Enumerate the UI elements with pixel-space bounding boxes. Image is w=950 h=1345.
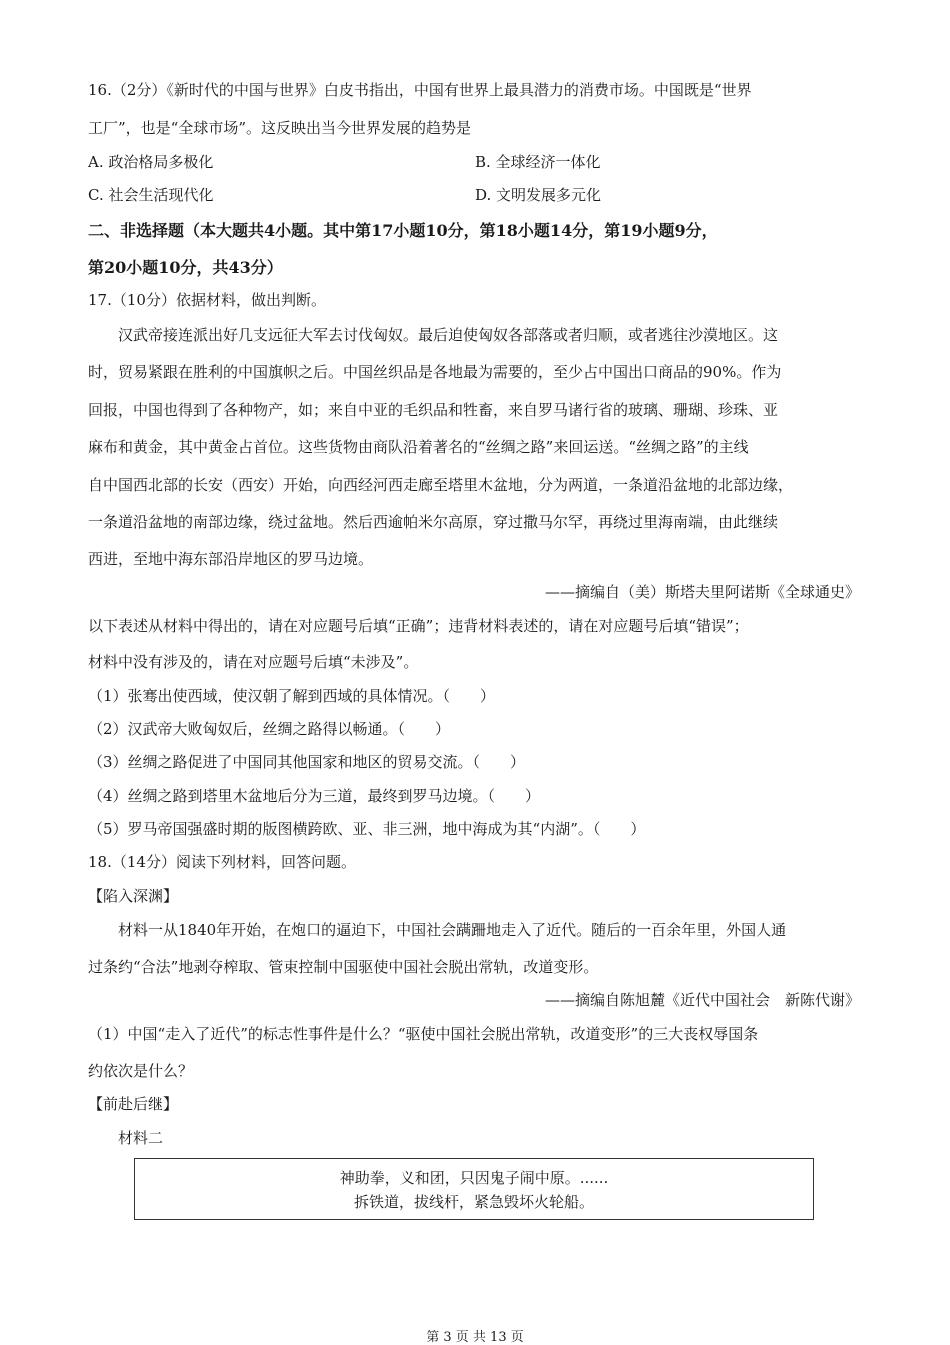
q17-para-line: 麻布和黄金，其中黄金占首位。这些货物由商队沿着著名的“丝绸之路”来回运送。“丝绸之路”的主线 — [88, 438, 749, 456]
q17-para-line: 汉武帝接连派出好几支远征大军去讨伐匈奴。最后迫使匈奴各部落或者归顺，或者逃往沙漠地区。这 — [118, 326, 779, 344]
q17-item: （2）汉武帝大败匈奴后，丝绸之路得以畅通。（ ） — [88, 720, 451, 738]
q17-para-line: 时，贸易紧跟在胜利的中国旗帜之后。中国丝织品是各地最为需要的，至少占中国出口商品的90%。作为 — [88, 363, 782, 381]
q18-heading-2: 【前赴后继】 — [88, 1095, 179, 1113]
q17-item: （3）丝绸之路促进了中国同其他国家和地区的贸易交流。（ ） — [88, 753, 526, 771]
q17-instruction-line2: 材料中没有涉及的，请在对应题号后填“未涉及”。 — [88, 653, 419, 671]
q16-option-a: A. 政治格局多极化 — [88, 153, 214, 171]
q17-para-line: 一条道沿盆地的南部边缘，绕过盆地。然后西逾帕米尔高原，穿过撒马尔罕，再绕过里海南端，由此继续 — [88, 513, 779, 531]
q18-subquestion1-line2: 约依次是什么？ — [88, 1062, 194, 1080]
section2-heading-line1: 二、非选择题（本大题共4小题。其中第17小题10分，第18小题14分，第19小题9分， — [88, 221, 718, 240]
q18-source1: ——摘编自陈旭麓《近代中国社会 新陈代谢》 — [544, 991, 860, 1009]
q18-material2-box — [134, 1158, 814, 1220]
q17-item: （4）丝绸之路到塔里木盆地后分为三道，最终到罗马边境。（ ） — [88, 787, 541, 805]
q16-stem-line2: 工厂”，也是“全球市场”。这反映出当今世界发展的趋势是 — [88, 119, 472, 137]
page-footer: 第 3 页 共 13 页 — [426, 1330, 524, 1345]
q17-item: （5）罗马帝国强盛时期的版图横跨欧、亚、非三洲，地中海成为其“内湖”。（ ） — [88, 820, 646, 838]
section2-heading-line2: 第20小题10分，共43分） — [88, 258, 283, 277]
q17-item: （1）张骞出使西域，使汉朝了解到西域的具体情况。（ ） — [88, 687, 496, 705]
q17-source: ——摘编自（美）斯塔夫里阿诺斯《全球通史》 — [544, 583, 860, 601]
q16-stem-line1: 16.（2分）《新时代的中国与世界》白皮书指出，中国有世界上最具潜力的消费市场。中国既是“世界 — [88, 81, 752, 99]
q18-heading-1: 【陷入深渊】 — [88, 887, 179, 905]
q18-material1-line: 过条约“合法”地剥夺榨取、管束控制中国驱使中国社会脱出常轨，改道变形。 — [88, 958, 599, 976]
box-line: 拆铁道，拔线杆，紧急毁坏火轮船。 — [353, 1193, 594, 1211]
q16-option-c: C. 社会生活现代化 — [88, 186, 214, 204]
box-line: 神助拳，义和团，只因鬼子闹中原。...... — [339, 1169, 609, 1187]
q17-title: 17.（10分）依据材料，做出判断。 — [88, 291, 326, 309]
q18-title: 18.（14分）阅读下列材料，回答问题。 — [88, 853, 356, 871]
q17-instruction-line1: 以下表述从材料中得出的，请在对应题号后填“正确”；违背材料表述的，请在对应题号后填“错误”； — [88, 617, 749, 635]
q18-subquestion1-line1: （1）中国“走入了近代”的标志性事件是什么？“驱使中国社会脱出常轨，改道变形”的三大丧权辱国条 — [88, 1025, 759, 1043]
q17-para-line: 自中国西北部的长安（西安）开始，向西经河西走廊至塔里木盆地，分为两道，一条道沿盆地的北部边缘， — [88, 476, 794, 494]
q16-option-d: D. 文明发展多元化 — [475, 186, 602, 204]
q17-para-line: 回报，中国也得到了各种物产，如；来自中亚的毛织品和牲畜，来自罗马诸行省的玻璃、珊瑚、珍珠、亚 — [88, 401, 779, 419]
q18-material1-line: 材料一从1840年开始，在炮口的逼迫下，中国社会蹒跚地走入了近代。随后的一百余年里，外国人通 — [118, 921, 787, 939]
q18-material2-label: 材料二 — [118, 1129, 164, 1147]
q17-para-line: 西进，至地中海东部沿岸地区的罗马边境。 — [88, 550, 374, 568]
q16-option-b: B. 全球经济一体化 — [475, 153, 601, 171]
